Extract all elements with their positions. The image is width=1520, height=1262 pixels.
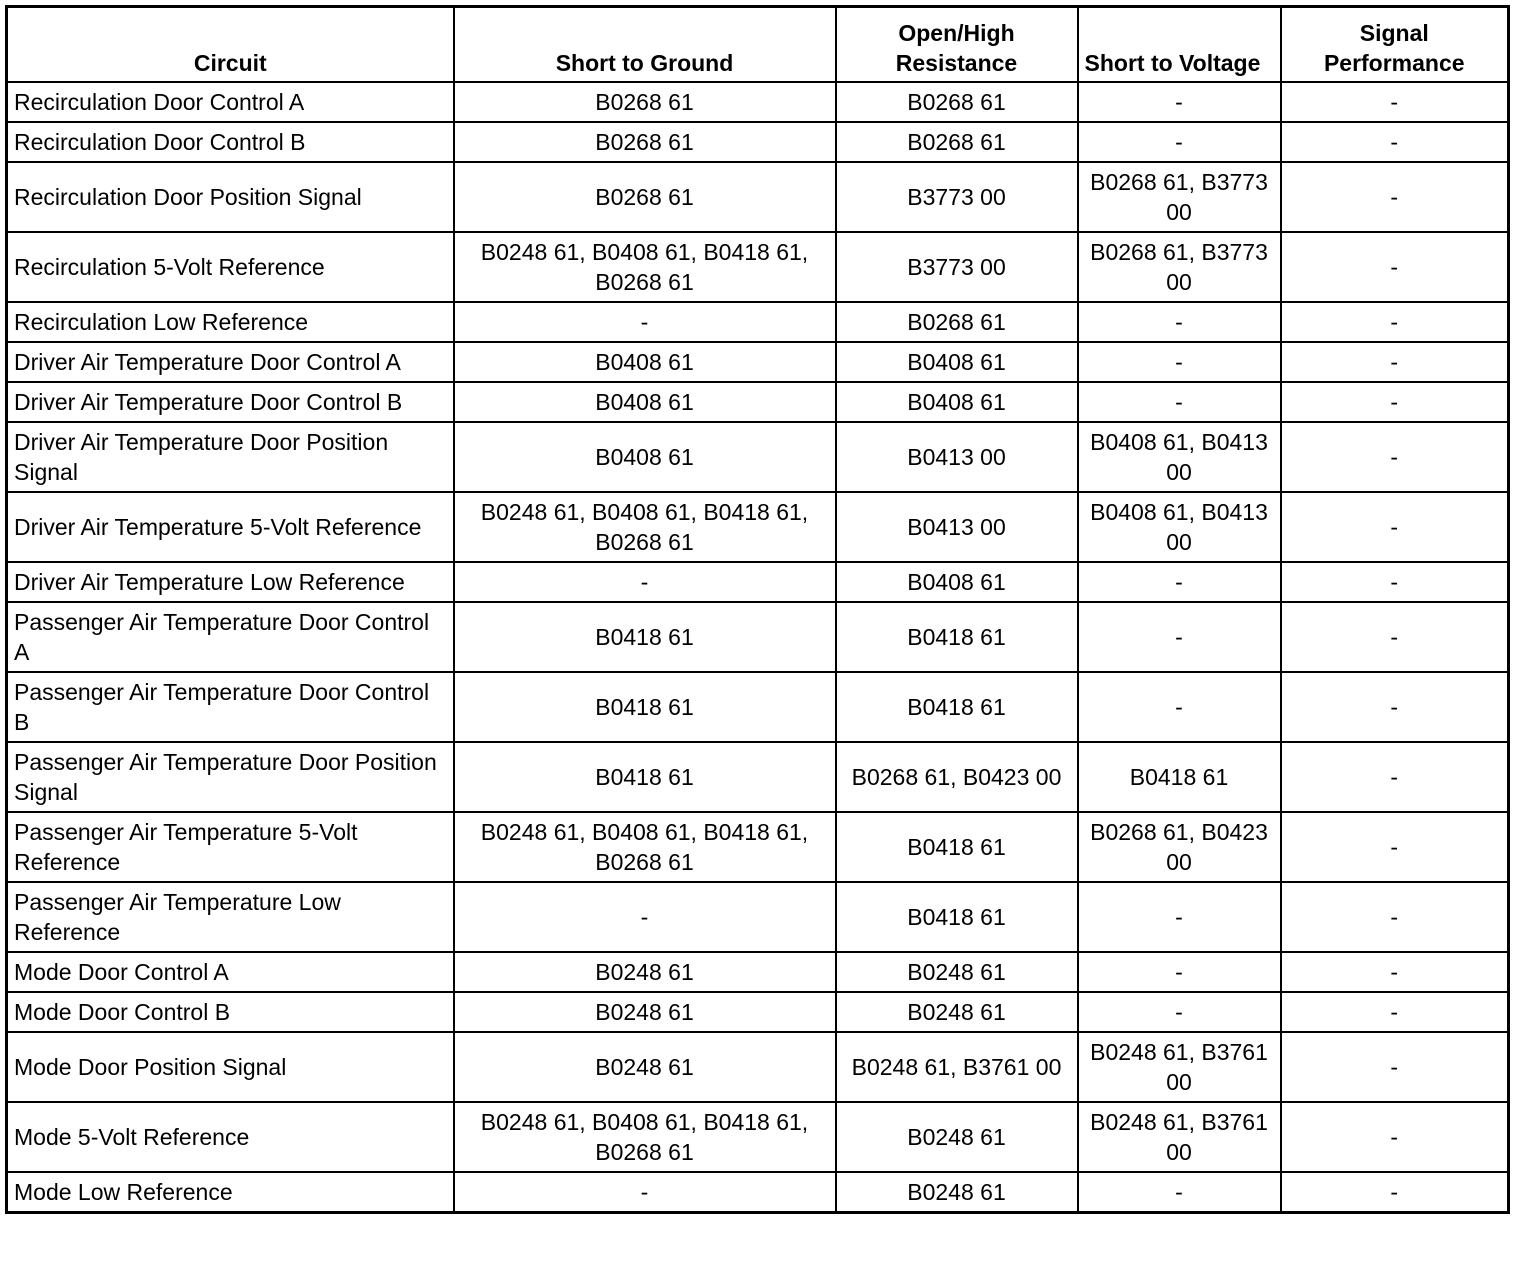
header-short-to-voltage: Short to Voltage [1078, 7, 1281, 83]
open-high-resistance-cell: B0268 61 [836, 302, 1078, 342]
short-to-ground-cell: B0248 61, B0408 61, B0418 61, B0268 61 [454, 492, 836, 562]
short-to-voltage-cell: B0268 61, B3773 00 [1078, 232, 1281, 302]
signal-performance-cell: - [1281, 122, 1509, 162]
open-high-resistance-cell: B0268 61, B0423 00 [836, 742, 1078, 812]
signal-performance-cell: - [1281, 422, 1509, 492]
short-to-voltage-cell: - [1078, 122, 1281, 162]
short-to-ground-cell: B0248 61 [454, 1032, 836, 1102]
table-row [7, 382, 1509, 422]
short-to-ground-cell: B0418 61 [454, 672, 836, 742]
signal-performance-cell: - [1281, 492, 1509, 562]
header-signal-performance: Signal Performance [1281, 7, 1509, 83]
circuit-cell: Passenger Air Temperature Door Control B [7, 672, 454, 742]
circuit-cell: Mode Door Control A [7, 952, 454, 992]
short-to-ground-cell: B0248 61, B0408 61, B0418 61, B0268 61 [454, 232, 836, 302]
table-row [7, 952, 1509, 992]
circuit-cell: Mode Low Reference [7, 1172, 454, 1213]
signal-performance-cell: - [1281, 302, 1509, 342]
table-row [7, 1102, 1509, 1172]
short-to-voltage-cell: - [1078, 672, 1281, 742]
open-high-resistance-cell: B0408 61 [836, 562, 1078, 602]
signal-performance-cell: - [1281, 992, 1509, 1032]
short-to-voltage-cell: - [1078, 602, 1281, 672]
table-row [7, 422, 1509, 492]
signal-performance-cell: - [1281, 812, 1509, 882]
signal-performance-cell: - [1281, 952, 1509, 992]
circuit-cell: Recirculation Door Control B [7, 122, 454, 162]
circuit-cell: Driver Air Temperature Door Control A [7, 342, 454, 382]
short-to-ground-cell: B0408 61 [454, 382, 836, 422]
signal-performance-cell: - [1281, 162, 1509, 232]
circuit-cell: Passenger Air Temperature Door Position Signal [7, 742, 454, 812]
circuit-cell: Recirculation Door Position Signal [7, 162, 454, 232]
short-to-voltage-cell: B0268 61, B0423 00 [1078, 812, 1281, 882]
short-to-voltage-cell: - [1078, 82, 1281, 122]
short-to-ground-cell: B0248 61 [454, 952, 836, 992]
short-to-ground-cell: B0418 61 [454, 742, 836, 812]
short-to-voltage-cell: B0408 61, B0413 00 [1078, 492, 1281, 562]
short-to-voltage-cell: - [1078, 302, 1281, 342]
circuit-cell: Passenger Air Temperature 5-Volt Reference [7, 812, 454, 882]
circuit-cell: Driver Air Temperature Door Position Signal [7, 422, 454, 492]
circuit-cell: Recirculation 5-Volt Reference [7, 232, 454, 302]
signal-performance-cell: - [1281, 672, 1509, 742]
table-row [7, 882, 1509, 952]
table-row [7, 672, 1509, 742]
circuit-cell: Recirculation Low Reference [7, 302, 454, 342]
signal-performance-cell: - [1281, 562, 1509, 602]
short-to-voltage-cell: - [1078, 992, 1281, 1032]
circuit-cell: Driver Air Temperature Door Control B [7, 382, 454, 422]
circuit-cell: Passenger Air Temperature Low Reference [7, 882, 454, 952]
open-high-resistance-cell: B0248 61 [836, 992, 1078, 1032]
open-high-resistance-cell: B0248 61 [836, 952, 1078, 992]
short-to-voltage-cell: - [1078, 882, 1281, 952]
short-to-ground-cell: - [454, 302, 836, 342]
table-row [7, 232, 1509, 302]
signal-performance-cell: - [1281, 882, 1509, 952]
signal-performance-cell: - [1281, 602, 1509, 672]
short-to-ground-cell: B0408 61 [454, 342, 836, 382]
table-row [7, 562, 1509, 602]
table-row [7, 302, 1509, 342]
open-high-resistance-cell: B3773 00 [836, 232, 1078, 302]
signal-performance-cell: - [1281, 382, 1509, 422]
short-to-ground-cell: - [454, 562, 836, 602]
signal-performance-cell: - [1281, 1172, 1509, 1213]
circuit-cell: Mode Door Position Signal [7, 1032, 454, 1102]
open-high-resistance-cell: B0418 61 [836, 602, 1078, 672]
table-row [7, 812, 1509, 882]
short-to-ground-cell: - [454, 1172, 836, 1213]
table-row [7, 602, 1509, 672]
short-to-voltage-cell: B0268 61, B3773 00 [1078, 162, 1281, 232]
open-high-resistance-cell: B0408 61 [836, 382, 1078, 422]
signal-performance-cell: - [1281, 1102, 1509, 1172]
signal-performance-cell: - [1281, 742, 1509, 812]
circuit-cell: Driver Air Temperature Low Reference [7, 562, 454, 602]
signal-performance-cell: - [1281, 82, 1509, 122]
header-row [7, 7, 1509, 83]
short-to-ground-cell: - [454, 882, 836, 952]
short-to-voltage-cell: - [1078, 952, 1281, 992]
table-row [7, 122, 1509, 162]
header-short-to-ground: Short to Ground [454, 7, 836, 83]
circuit-cell: Recirculation Door Control A [7, 82, 454, 122]
short-to-voltage-cell: - [1078, 342, 1281, 382]
header-open-high-resistance: Open/High Resistance [836, 7, 1078, 83]
open-high-resistance-cell: B0248 61, B3761 00 [836, 1032, 1078, 1102]
open-high-resistance-cell: B0418 61 [836, 812, 1078, 882]
short-to-voltage-cell: B0408 61, B0413 00 [1078, 422, 1281, 492]
signal-performance-cell: - [1281, 1032, 1509, 1102]
open-high-resistance-cell: B0268 61 [836, 122, 1078, 162]
open-high-resistance-cell: B0268 61 [836, 82, 1078, 122]
short-to-voltage-cell: B0248 61, B3761 00 [1078, 1032, 1281, 1102]
short-to-voltage-cell: - [1078, 562, 1281, 602]
table-row [7, 1172, 1509, 1213]
table-row [7, 342, 1509, 382]
dtc-circuit-table [5, 5, 1510, 1214]
signal-performance-cell: - [1281, 232, 1509, 302]
open-high-resistance-cell: B3773 00 [836, 162, 1078, 232]
short-to-ground-cell: B0248 61 [454, 992, 836, 1032]
open-high-resistance-cell: B0248 61 [836, 1172, 1078, 1213]
circuit-cell: Driver Air Temperature 5-Volt Reference [7, 492, 454, 562]
short-to-ground-cell: B0248 61, B0408 61, B0418 61, B0268 61 [454, 812, 836, 882]
short-to-ground-cell: B0248 61, B0408 61, B0418 61, B0268 61 [454, 1102, 836, 1172]
table-row [7, 1032, 1509, 1102]
open-high-resistance-cell: B0418 61 [836, 672, 1078, 742]
open-high-resistance-cell: B0408 61 [836, 342, 1078, 382]
short-to-voltage-cell: B0418 61 [1078, 742, 1281, 812]
short-to-ground-cell: B0268 61 [454, 82, 836, 122]
short-to-ground-cell: B0268 61 [454, 162, 836, 232]
short-to-ground-cell: B0418 61 [454, 602, 836, 672]
table-row [7, 992, 1509, 1032]
circuit-cell: Mode Door Control B [7, 992, 454, 1032]
open-high-resistance-cell: B0418 61 [836, 882, 1078, 952]
short-to-voltage-cell: - [1078, 382, 1281, 422]
short-to-voltage-cell: - [1078, 1172, 1281, 1213]
circuit-cell: Mode 5-Volt Reference [7, 1102, 454, 1172]
open-high-resistance-cell: B0248 61 [836, 1102, 1078, 1172]
short-to-ground-cell: B0268 61 [454, 122, 836, 162]
open-high-resistance-cell: B0413 00 [836, 492, 1078, 562]
open-high-resistance-cell: B0413 00 [836, 422, 1078, 492]
signal-performance-cell: - [1281, 342, 1509, 382]
short-to-ground-cell: B0408 61 [454, 422, 836, 492]
short-to-voltage-cell: B0248 61, B3761 00 [1078, 1102, 1281, 1172]
table-row [7, 742, 1509, 812]
table-row [7, 82, 1509, 122]
table-row [7, 492, 1509, 562]
header-circuit: Circuit [7, 7, 454, 83]
circuit-cell: Passenger Air Temperature Door Control A [7, 602, 454, 672]
table-row [7, 162, 1509, 232]
